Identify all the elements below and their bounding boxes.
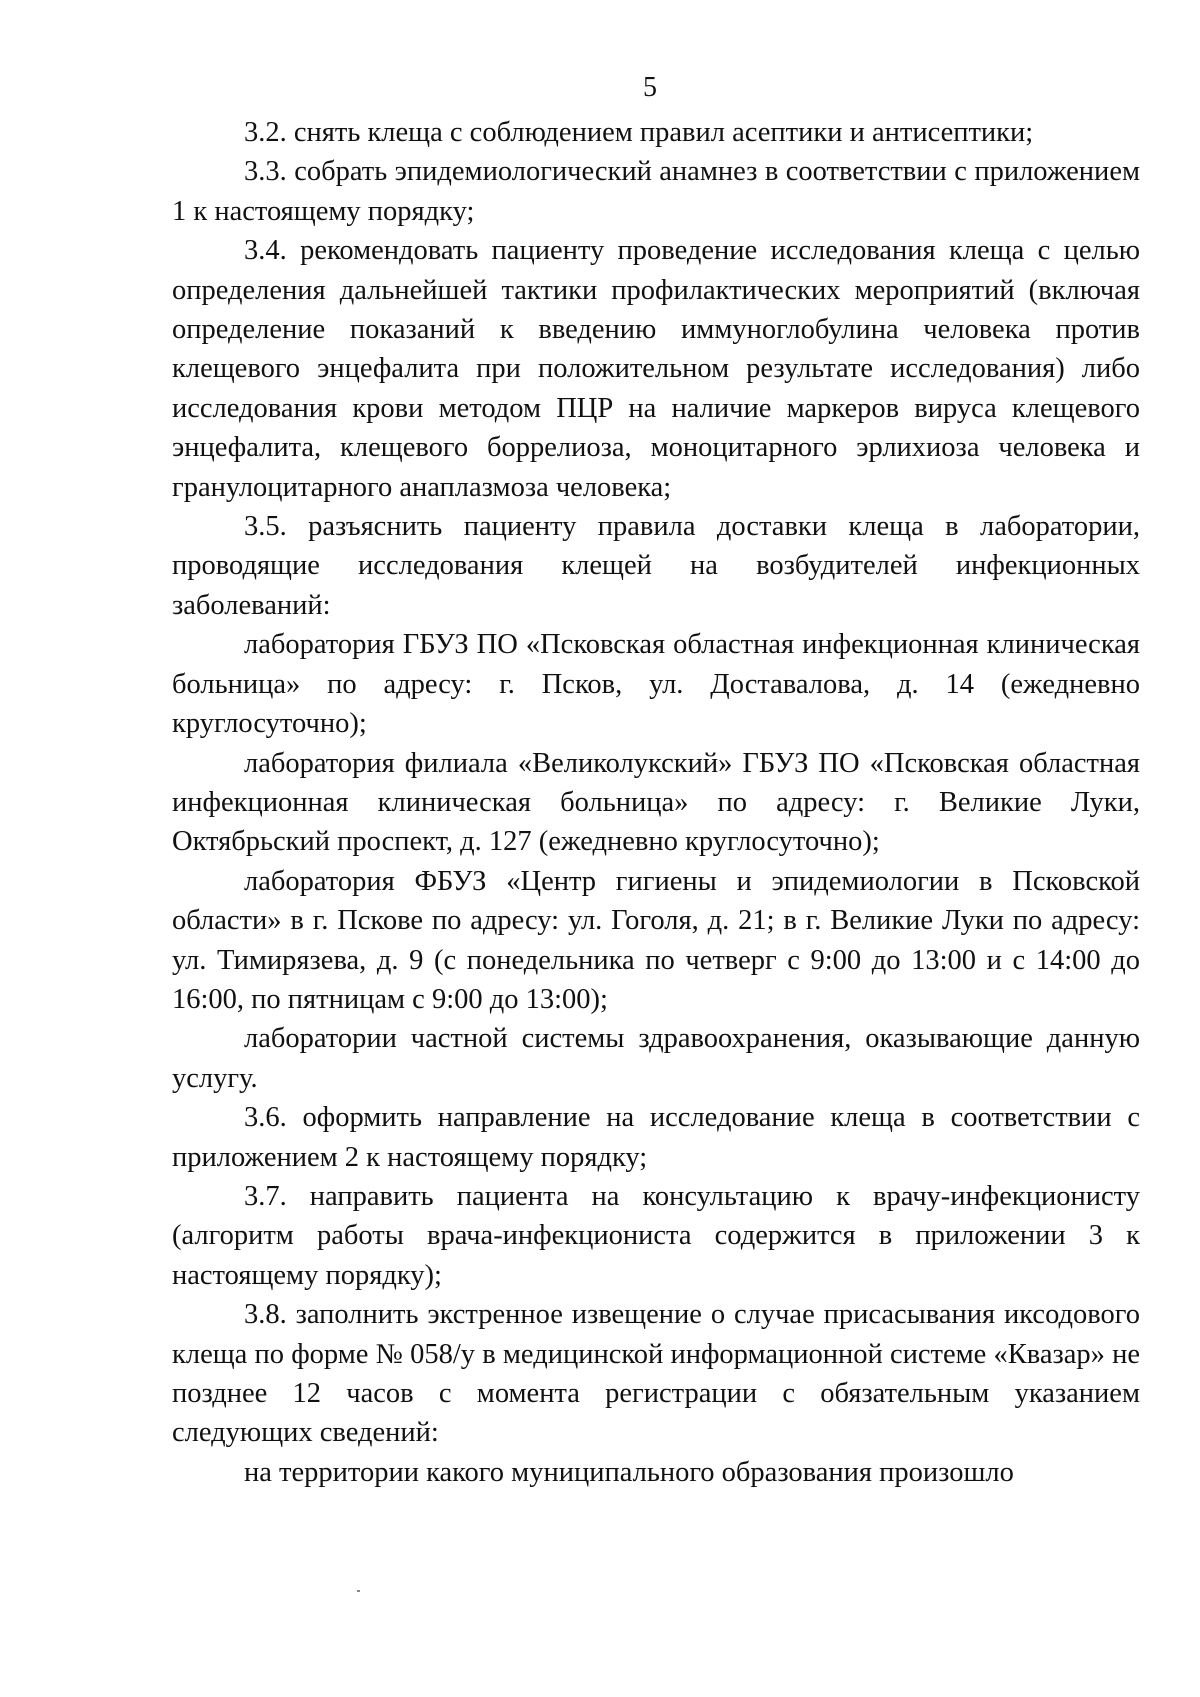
paragraph-3-6: 3.6. оформить направление на исследование клеща в соответствии с приложением 2 к настоящему порядку; [172, 1102, 1140, 1173]
lab-item-fbuz-center: лаборатория ФБУЗ «Центр гигиены и эпидемиологии в Псковской области» в г. Пскове по адресу: ул. Гоголя, д. 21; в г. Великие Луки по адресу: ул. Тимирязева, д. 9 (с понедельника по четверг с 9:00 до 13:00 и с 14:00 до 16:00, по пятницам с 9:00 до 13:00); [172, 865, 1140, 1015]
page-number: 5 [643, 72, 657, 103]
document-body [172, 113, 1140, 1492]
paragraph-3-4: 3.4. рекомендовать пациенту проведение исследования клеща с целью определения дальнейшей тактики профилактических мероприятий (включая определение показаний к введению иммуноглобулина человека против клещевого энцефалита при положительном результате исследования) либо исследования крови методом ПЦР на наличие маркеров вируса клещевого энцефалита, клещевого боррелиоза, моноцитарного эрлихиоза человека и гранулоцитарного анаплазмоза человека; [172, 235, 1140, 503]
paragraph-3-5: 3.5. разъяснить пациенту правила доставки клеща в лаборатории, проводящие исследования клещей на возбудителей инфекционных заболеваний: [172, 511, 1140, 621]
scan-artifact [357, 1590, 360, 1592]
paragraph-3-3: 3.3. собрать эпидемиологический анамнез в соответствии с приложением 1 к настоящему порядку; [172, 156, 1140, 227]
paragraph-continuation: на территории какого муниципального образования произошло [244, 1456, 1014, 1488]
lab-item-private: лаборатории частной системы здравоохранения, оказывающие данную услугу. [172, 1023, 1140, 1094]
paragraph-3-2: 3.2. снять клеща с соблюдением правил асептики и антисептики; [244, 117, 1034, 148]
lab-item-velikoluksky-branch: лаборатория филиала «Великолукский» ГБУЗ ПО «Псковская областная инфекционная клиническая больница» по адресу: г. Великие Луки, Октябрьский проспект, д. 127 (ежедневно круглосуточно); [172, 747, 1140, 858]
paragraph-3-7: 3.7. направить пациента на консультацию к врачу-инфекционисту (алгоритм работы врача-инфекциониста содержится в приложении 3 к настоящему порядку); [172, 1180, 1140, 1291]
paragraph-3-8: 3.8. заполнить экстренное извещение о случае присасывания иксодового клеща по форме № 058/у в медицинской информационной системе «Квазар» не позднее 12 часов с момента регистрации с обязательным указанием следующих сведений: [172, 1299, 1140, 1449]
lab-item-pskov-hospital: лаборатория ГБУЗ ПО «Псковская областная инфекционная клиническая больница» по адресу: г. Псков, ул. Доставалова, д. 14 (ежедневно круглосуточно); [172, 629, 1140, 740]
